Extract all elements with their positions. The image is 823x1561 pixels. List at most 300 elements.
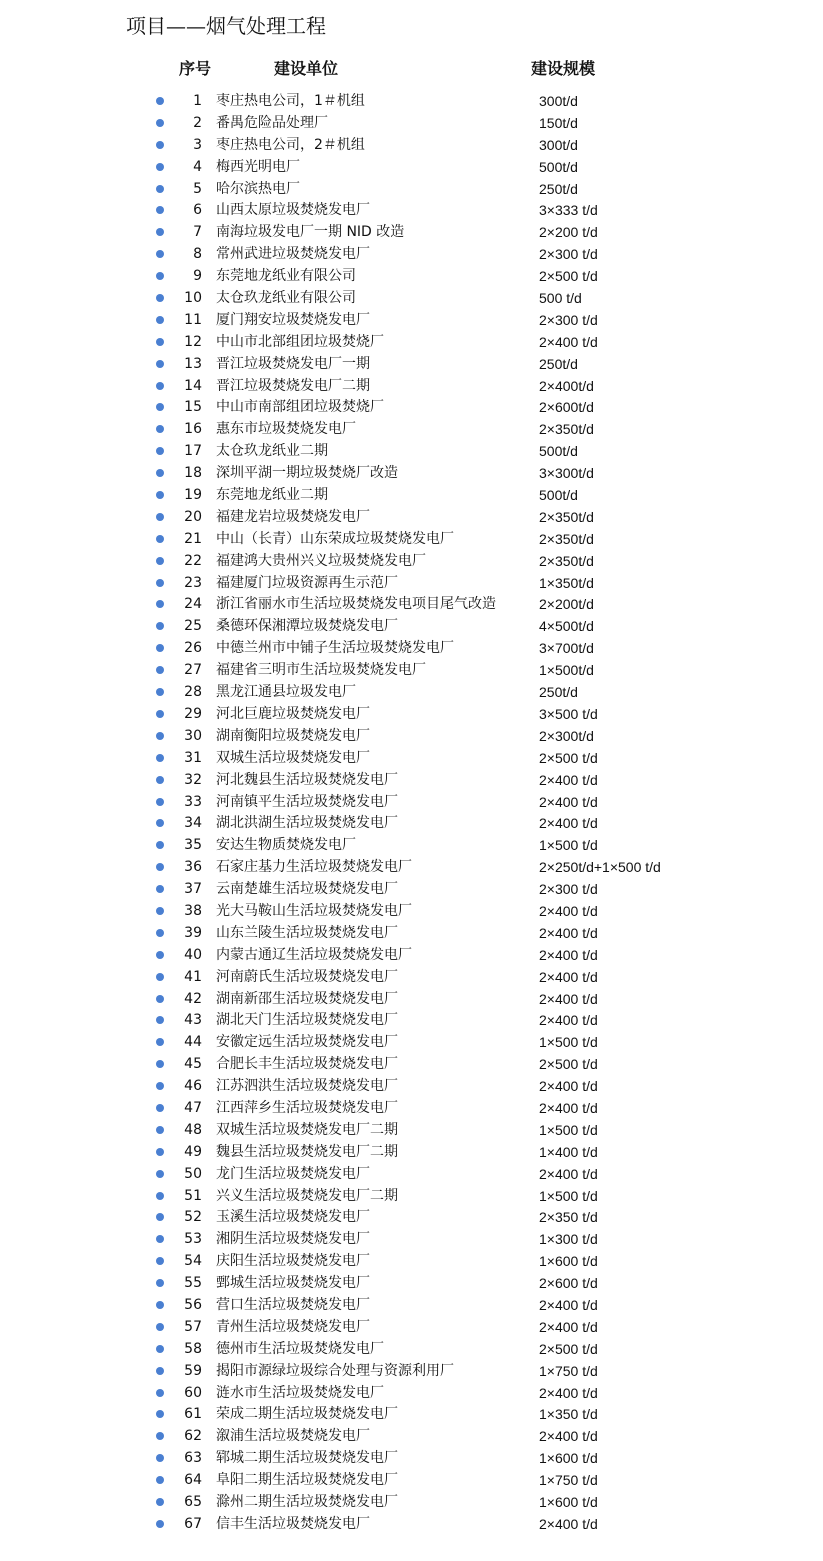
list-item <box>0 156 823 178</box>
bullet-icon <box>156 863 164 871</box>
row-number: 19 <box>184 487 202 504</box>
bullet-icon <box>156 776 164 784</box>
list-item <box>0 199 823 221</box>
row-unit: 石家庄基力生活垃圾焚烧发电厂 <box>216 859 412 876</box>
row-number: 51 <box>184 1187 202 1204</box>
row-number: 37 <box>184 881 202 898</box>
row-scale: 500t/d <box>539 443 578 460</box>
row-unit: 湖北天门生活垃圾焚烧发电厂 <box>216 1012 398 1029</box>
row-unit: 枣庄热电公司，1＃机组 <box>216 93 365 109</box>
row-scale: 1×750 t/d <box>539 1362 598 1379</box>
list-item <box>0 900 823 922</box>
list-item <box>0 550 823 572</box>
row-number: 47 <box>184 1099 202 1116</box>
row-scale: 1×500 t/d <box>539 1034 598 1051</box>
row-unit: 河北魏县生活垃圾焚烧发电厂 <box>216 771 398 788</box>
row-unit: 福建龙岩垃圾焚烧发电厂 <box>216 508 370 525</box>
row-unit: 湖北洪湖生活垃圾焚烧发电厂 <box>216 815 398 832</box>
row-scale: 3×500 t/d <box>539 705 598 722</box>
bullet-icon <box>156 841 164 849</box>
row-unit: 深圳平湖一期垃圾焚烧厂改造 <box>216 465 398 482</box>
row-unit: 福建鸿大贵州兴义垃圾焚烧发电厂 <box>216 552 426 569</box>
list-item <box>0 769 823 791</box>
row-number: 53 <box>184 1231 202 1248</box>
row-unit: 浙江省丽水市生活垃圾焚烧发电项目尾气改造 <box>216 596 496 613</box>
list-item <box>0 484 823 506</box>
list-item <box>0 1425 823 1447</box>
row-unit: 庆阳生活垃圾焚烧发电厂 <box>216 1253 370 1270</box>
row-unit: 中山（长青）山东荣成垃圾焚烧发电厂 <box>216 530 454 547</box>
list-item <box>0 659 823 681</box>
list-item <box>0 1316 823 1338</box>
bullet-icon <box>156 819 164 827</box>
list-item <box>0 1491 823 1513</box>
row-number: 16 <box>184 421 202 438</box>
row-unit: 太仓玖龙纸业有限公司 <box>216 290 356 307</box>
row-number: 12 <box>184 333 202 350</box>
row-number: 28 <box>184 684 202 701</box>
row-unit: 湘阴生活垃圾焚烧发电厂 <box>216 1231 370 1248</box>
row-number: 8 <box>193 246 202 263</box>
bullet-icon <box>156 382 164 390</box>
row-scale: 2×500 t/d <box>539 1056 598 1073</box>
bullet-icon <box>156 469 164 477</box>
bullet-icon <box>156 1345 164 1353</box>
row-number: 50 <box>184 1165 202 1182</box>
row-scale: 2×400 t/d <box>539 1296 598 1313</box>
bullet-icon <box>156 97 164 105</box>
row-scale: 1×600 t/d <box>539 1450 598 1467</box>
list-item <box>0 287 823 309</box>
list-item <box>0 90 823 112</box>
row-scale: 1×500 t/d <box>539 837 598 854</box>
list-item <box>0 703 823 725</box>
list-item <box>0 681 823 703</box>
row-scale: 2×200 t/d <box>539 224 598 241</box>
bullet-icon <box>156 907 164 915</box>
list-item <box>0 572 823 594</box>
row-unit: 魏县生活垃圾焚烧发电厂二期 <box>216 1143 398 1160</box>
row-scale: 2×400 t/d <box>539 771 598 788</box>
row-scale: 1×500 t/d <box>539 1121 598 1138</box>
bullet-icon <box>156 579 164 587</box>
row-number: 44 <box>184 1034 202 1051</box>
row-number: 33 <box>184 793 202 810</box>
row-number: 52 <box>184 1209 202 1226</box>
row-unit: 中山市南部组团垃圾焚烧厂 <box>216 399 384 416</box>
row-unit: 南海垃圾发电厂一期 NID 改造 <box>216 224 405 241</box>
bullet-icon <box>156 1170 164 1178</box>
list-item <box>0 878 823 900</box>
row-unit: 晋江垃圾焚烧发电厂二期 <box>216 377 370 394</box>
bullet-icon <box>156 622 164 630</box>
bullet-icon <box>156 666 164 674</box>
row-scale: 2×600 t/d <box>539 1275 598 1292</box>
row-scale: 500 t/d <box>539 290 582 307</box>
list-item <box>0 1338 823 1360</box>
list-item <box>0 309 823 331</box>
row-scale: 500t/d <box>539 158 578 175</box>
list-item <box>0 112 823 134</box>
bullet-icon <box>156 557 164 565</box>
row-number: 26 <box>184 640 202 657</box>
list-item <box>0 1294 823 1316</box>
row-unit: 福建省三明市生活垃圾焚烧发电厂 <box>216 662 426 679</box>
row-number: 11 <box>184 311 202 328</box>
row-scale: 250t/d <box>539 355 578 372</box>
row-number: 43 <box>184 1012 202 1029</box>
row-scale: 1×350t/d <box>539 574 594 591</box>
bullet-icon <box>156 425 164 433</box>
row-number: 62 <box>184 1428 202 1445</box>
row-unit: 云南楚雄生活垃圾焚烧发电厂 <box>216 881 398 898</box>
bullet-icon <box>156 1104 164 1112</box>
row-number: 67 <box>184 1515 202 1532</box>
row-scale: 300t/d <box>539 136 578 153</box>
row-scale: 1×500 t/d <box>539 1187 598 1204</box>
bullet-icon <box>156 141 164 149</box>
row-unit: 玉溪生活垃圾焚烧发电厂 <box>216 1209 370 1226</box>
row-number: 45 <box>184 1056 202 1073</box>
row-number: 36 <box>184 859 202 876</box>
row-number: 20 <box>184 508 202 525</box>
row-number: 56 <box>184 1296 202 1313</box>
list-item <box>0 1469 823 1491</box>
row-number: 49 <box>184 1143 202 1160</box>
row-number: 38 <box>184 902 202 919</box>
row-scale: 1×750 t/d <box>539 1472 598 1489</box>
row-scale: 2×300t/d <box>539 727 594 744</box>
row-scale: 2×350 t/d <box>539 1209 598 1226</box>
row-number: 34 <box>184 815 202 832</box>
page-title: 项目——烟气处理工程 <box>126 14 326 38</box>
bullet-icon <box>156 1301 164 1309</box>
list-item <box>0 1009 823 1031</box>
row-unit: 中德兰州市中铺子生活垃圾焚烧发电厂 <box>216 640 454 657</box>
bullet-icon <box>156 1454 164 1462</box>
row-scale: 2×300 t/d <box>539 246 598 263</box>
list-item <box>0 418 823 440</box>
row-unit: 山西太原垃圾焚烧发电厂 <box>216 202 370 219</box>
row-unit: 福建厦门垃圾资源再生示范厂 <box>216 574 398 591</box>
row-scale: 2×250t/d+1×500 t/d <box>539 859 661 876</box>
row-number: 40 <box>184 946 202 963</box>
bullet-icon <box>156 1060 164 1068</box>
row-scale: 2×400 t/d <box>539 1384 598 1401</box>
list-item <box>0 944 823 966</box>
bullet-icon <box>156 250 164 258</box>
list-item <box>0 834 823 856</box>
bullet-icon <box>156 272 164 280</box>
bullet-icon <box>156 951 164 959</box>
row-scale: 1×400 t/d <box>539 1143 598 1160</box>
row-unit: 梅西光明电厂 <box>216 158 300 175</box>
bullet-icon <box>156 644 164 652</box>
row-number: 60 <box>184 1384 202 1401</box>
bullet-icon <box>156 1016 164 1024</box>
row-scale: 3×333 t/d <box>539 202 598 219</box>
list-item <box>0 178 823 200</box>
row-unit: 桑德环保湘潭垃圾焚烧发电厂 <box>216 618 398 635</box>
row-scale: 2×500 t/d <box>539 1340 598 1357</box>
row-number: 21 <box>184 530 202 547</box>
bullet-icon <box>156 754 164 762</box>
row-unit: 东莞地龙纸业二期 <box>216 487 328 504</box>
row-unit: 滁州二期生活垃圾焚烧发电厂 <box>216 1494 398 1510</box>
bullet-icon <box>156 732 164 740</box>
list-item <box>0 1206 823 1228</box>
bullet-icon <box>156 1432 164 1440</box>
row-number: 54 <box>184 1253 202 1270</box>
row-unit: 哈尔滨热电厂 <box>216 180 300 197</box>
row-unit: 湖南衡阳垃圾焚烧发电厂 <box>216 727 370 744</box>
list-item <box>0 615 823 637</box>
bullet-icon <box>156 1192 164 1200</box>
row-number: 5 <box>193 180 202 197</box>
bullet-icon <box>156 600 164 608</box>
row-scale: 3×700t/d <box>539 640 594 657</box>
row-unit: 厦门翔安垃圾焚烧发电厂 <box>216 311 370 328</box>
row-number: 25 <box>184 618 202 635</box>
row-scale: 2×500 t/d <box>539 749 598 766</box>
row-unit: 山东兰陵生活垃圾焚烧发电厂 <box>216 924 398 941</box>
row-unit: 营口生活垃圾焚烧发电厂 <box>216 1296 370 1313</box>
list-item <box>0 331 823 353</box>
row-scale: 2×400 t/d <box>539 1165 598 1182</box>
row-unit: 龙门生活垃圾焚烧发电厂 <box>216 1165 370 1182</box>
row-unit: 惠东市垃圾焚烧发电厂 <box>216 421 356 438</box>
list-item <box>0 1250 823 1272</box>
row-number: 46 <box>184 1078 202 1095</box>
list-item <box>0 637 823 659</box>
row-unit: 太仓玖龙纸业二期 <box>216 443 328 460</box>
bullet-icon <box>156 447 164 455</box>
row-scale: 2×400 t/d <box>539 1428 598 1445</box>
bullet-icon <box>156 360 164 368</box>
bullet-icon <box>156 403 164 411</box>
row-scale: 2×400 t/d <box>539 1078 598 1095</box>
bullet-icon <box>156 1126 164 1134</box>
row-unit: 德州市生活垃圾焚烧发电厂 <box>216 1340 384 1357</box>
list-item <box>0 1185 823 1207</box>
row-scale: 2×200t/d <box>539 596 594 613</box>
list-item <box>0 1228 823 1250</box>
bullet-icon <box>156 929 164 937</box>
row-scale: 250t/d <box>539 180 578 197</box>
row-scale: 2×400 t/d <box>539 1515 598 1532</box>
row-scale: 250t/d <box>539 684 578 701</box>
row-unit: 黑龙江通县垃圾发电厂 <box>216 684 356 701</box>
row-unit: 河北巨鹿垃圾焚烧发电厂 <box>216 705 370 722</box>
row-scale: 500t/d <box>539 487 578 504</box>
row-scale: 2×400 t/d <box>539 333 598 350</box>
row-unit: 常州武进垃圾焚烧发电厂 <box>216 246 370 263</box>
row-number: 27 <box>184 662 202 679</box>
row-number: 31 <box>184 749 202 766</box>
row-unit: 青州生活垃圾焚烧发电厂 <box>216 1318 370 1335</box>
row-number: 4 <box>193 158 202 175</box>
list-item <box>0 353 823 375</box>
list-item <box>0 1031 823 1053</box>
row-unit: 晋江垃圾焚烧发电厂一期 <box>216 355 370 372</box>
row-unit: 阜阳二期生活垃圾焚烧发电厂 <box>216 1472 398 1489</box>
row-number: 6 <box>193 202 202 219</box>
bullet-icon <box>156 119 164 127</box>
bullet-icon <box>156 316 164 324</box>
row-scale: 2×400 t/d <box>539 815 598 832</box>
bullet-icon <box>156 1389 164 1397</box>
row-scale: 150t/d <box>539 114 578 131</box>
list-item <box>0 243 823 265</box>
list-item <box>0 1141 823 1163</box>
bullet-icon <box>156 1498 164 1506</box>
row-scale: 2×300 t/d <box>539 881 598 898</box>
row-number: 55 <box>184 1275 202 1292</box>
row-scale: 2×350t/d <box>539 421 594 438</box>
row-number: 41 <box>184 968 202 985</box>
row-unit: 番禺危险品处理厂 <box>216 114 328 131</box>
bullet-icon <box>156 206 164 214</box>
list-item <box>0 1403 823 1425</box>
row-number: 13 <box>184 355 202 372</box>
row-scale: 2×600t/d <box>539 399 594 416</box>
list-item <box>0 1097 823 1119</box>
row-number: 15 <box>184 399 202 416</box>
bullet-icon <box>156 1038 164 1046</box>
bullet-icon <box>156 1082 164 1090</box>
row-scale: 1×300 t/d <box>539 1231 598 1248</box>
bullet-icon <box>156 973 164 981</box>
list-item <box>0 1075 823 1097</box>
list-item <box>0 375 823 397</box>
bullet-icon <box>156 1367 164 1375</box>
header-seq: 序号 <box>179 59 212 78</box>
row-number: 17 <box>184 443 202 460</box>
row-scale: 2×500 t/d <box>539 268 598 285</box>
row-number: 24 <box>184 596 202 613</box>
row-scale: 2×400 t/d <box>539 793 598 810</box>
list-item <box>0 396 823 418</box>
row-unit: 荣成二期生活垃圾焚烧发电厂 <box>216 1406 398 1423</box>
bullet-icon <box>156 338 164 346</box>
row-unit: 安徽定远生活垃圾焚烧发电厂 <box>216 1034 398 1051</box>
bullet-icon <box>156 688 164 696</box>
list-item <box>0 747 823 769</box>
row-scale: 1×500t/d <box>539 662 594 679</box>
row-scale: 2×400t/d <box>539 377 594 394</box>
list-item <box>0 1360 823 1382</box>
row-scale: 2×350t/d <box>539 552 594 569</box>
row-scale: 3×300t/d <box>539 465 594 482</box>
list-item <box>0 462 823 484</box>
bullet-icon <box>156 163 164 171</box>
bullet-icon <box>156 294 164 302</box>
row-number: 18 <box>184 465 202 482</box>
row-unit: 内蒙古通辽生活垃圾焚烧发电厂 <box>216 946 412 963</box>
bullet-icon <box>156 1410 164 1418</box>
list-item <box>0 1447 823 1469</box>
bullet-icon <box>156 1476 164 1484</box>
bullet-icon <box>156 710 164 718</box>
row-unit: 双城生活垃圾焚烧发电厂二期 <box>216 1121 398 1138</box>
row-scale: 2×400 t/d <box>539 1099 598 1116</box>
row-unit: 河南蔚氏生活垃圾焚烧发电厂 <box>216 968 398 985</box>
row-scale: 2×400 t/d <box>539 924 598 941</box>
row-number: 42 <box>184 990 202 1007</box>
row-number: 59 <box>184 1362 202 1379</box>
list-item <box>0 506 823 528</box>
row-number: 10 <box>184 290 202 307</box>
row-number: 48 <box>184 1121 202 1138</box>
bullet-icon <box>156 535 164 543</box>
row-scale: 2×400 t/d <box>539 902 598 919</box>
row-number: 64 <box>184 1472 202 1489</box>
row-unit: 兴义生活垃圾焚烧发电厂二期 <box>216 1187 398 1204</box>
bullet-icon <box>156 1257 164 1265</box>
list-item <box>0 134 823 156</box>
header-scale: 建设规模 <box>531 59 596 78</box>
list-item <box>0 1119 823 1141</box>
bullet-icon <box>156 228 164 236</box>
bullet-icon <box>156 1520 164 1528</box>
list-item <box>0 922 823 944</box>
row-unit: 光大马鞍山生活垃圾焚烧发电厂 <box>216 902 412 919</box>
row-scale: 2×400 t/d <box>539 990 598 1007</box>
bullet-icon <box>156 1213 164 1221</box>
row-unit: 湖南新邵生活垃圾焚烧发电厂 <box>216 990 398 1007</box>
row-unit: 揭阳市源绿垃圾综合处理与资源利用厂 <box>216 1362 454 1379</box>
row-unit: 枣庄热电公司，2＃机组 <box>216 136 365 153</box>
row-number: 35 <box>184 837 202 854</box>
row-unit: 安达生物质焚烧发电厂 <box>216 837 356 854</box>
row-scale: 300t/d <box>539 93 578 109</box>
row-unit: 鄄城生活垃圾焚烧发电厂 <box>216 1275 370 1292</box>
bullet-icon <box>156 1235 164 1243</box>
row-unit: 郓城二期生活垃圾焚烧发电厂 <box>216 1450 398 1467</box>
row-number: 22 <box>184 552 202 569</box>
bullet-icon <box>156 185 164 193</box>
bullet-icon <box>156 995 164 1003</box>
row-scale: 4×500t/d <box>539 618 594 635</box>
row-number: 63 <box>184 1450 202 1467</box>
row-unit: 江苏泗洪生活垃圾焚烧发电厂 <box>216 1078 398 1095</box>
row-number: 14 <box>184 377 202 394</box>
row-number: 29 <box>184 705 202 722</box>
row-scale: 2×350t/d <box>539 530 594 547</box>
table-header <box>0 58 823 82</box>
list-item <box>0 966 823 988</box>
list-item <box>0 440 823 462</box>
list-item <box>0 1272 823 1294</box>
row-unit: 涟水市生活垃圾焚烧发电厂 <box>216 1384 384 1401</box>
row-scale: 1×600 t/d <box>539 1494 598 1510</box>
list-item <box>0 856 823 878</box>
bullet-icon <box>156 885 164 893</box>
row-scale: 2×300 t/d <box>539 311 598 328</box>
list-item <box>0 812 823 834</box>
row-scale: 2×400 t/d <box>539 1012 598 1029</box>
row-scale: 2×400 t/d <box>539 946 598 963</box>
bullet-icon <box>156 1148 164 1156</box>
row-unit: 河南镇平生活垃圾焚烧发电厂 <box>216 793 398 810</box>
list-item <box>0 265 823 287</box>
row-number: 7 <box>193 224 202 241</box>
row-number: 3 <box>193 136 202 153</box>
bullet-icon <box>156 798 164 806</box>
list-item <box>0 528 823 550</box>
list-item <box>0 1513 823 1535</box>
row-number: 2 <box>193 114 202 131</box>
